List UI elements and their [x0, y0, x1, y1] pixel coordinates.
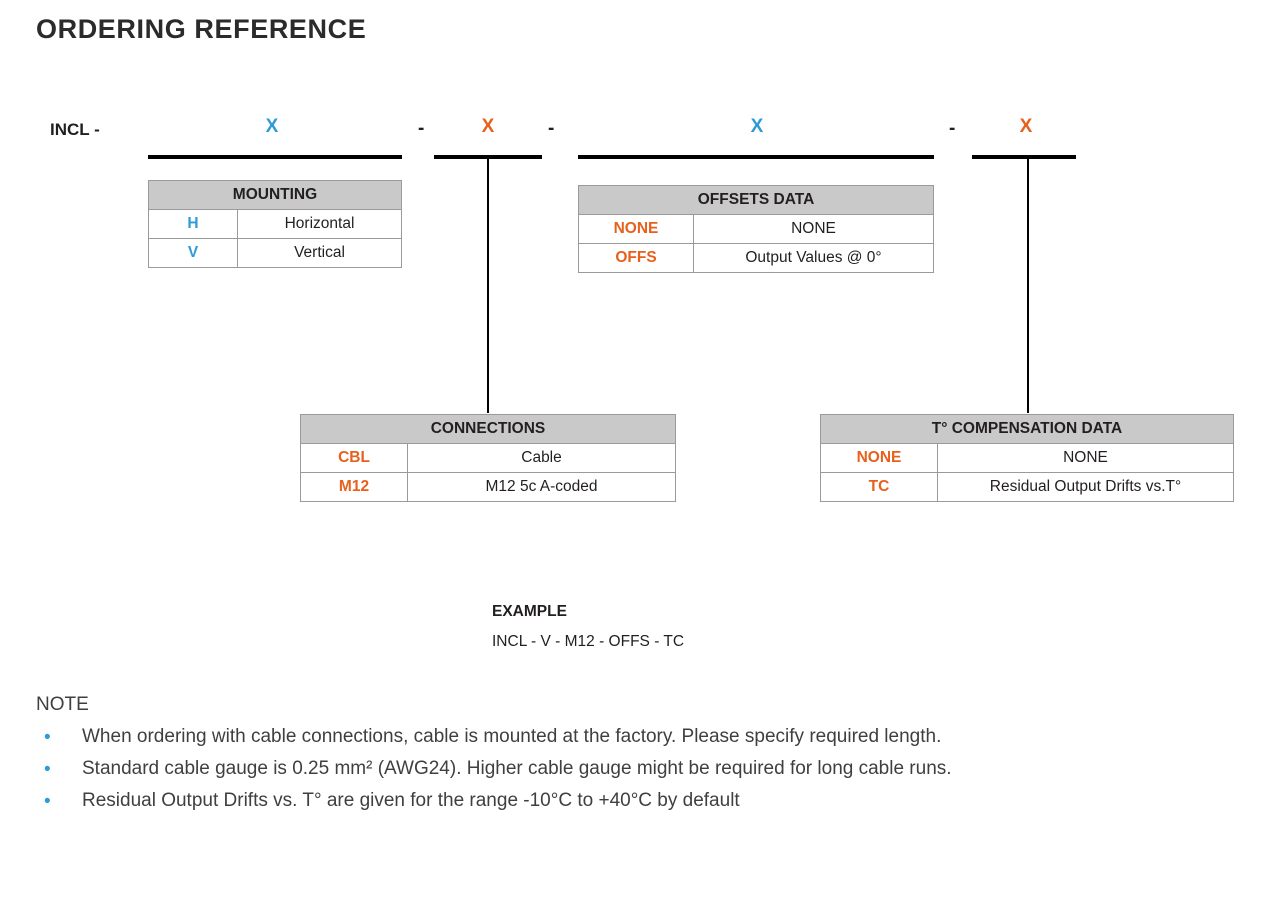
table-mounting-code-1: V: [149, 239, 238, 268]
note-text-0: When ordering with cable connections, cable is mounted at the factory. Please specify required length.: [82, 726, 942, 747]
table-offsets-desc-1: Output Values @ 0°: [694, 244, 934, 273]
table-mounting-desc-1: Vertical: [238, 239, 402, 268]
code-separator-2: -: [548, 118, 555, 139]
code-separator-1: -: [418, 118, 425, 139]
bullet-icon: •: [44, 759, 51, 781]
table-offsets-code-0: NONE: [579, 215, 694, 244]
table-offsets-code-1: OFFS: [579, 244, 694, 273]
table-compensation-desc-0: NONE: [938, 444, 1234, 473]
list-item: [36, 724, 1251, 749]
code-prefix: INCL -: [50, 120, 100, 139]
list-item: [36, 788, 1251, 813]
table-row: [821, 444, 1234, 473]
table-mounting: [148, 180, 402, 268]
table-mounting-header: MOUNTING: [149, 181, 402, 210]
table-connections-header: CONNECTIONS: [301, 415, 676, 444]
table-compensation-code-1: TC: [821, 473, 938, 502]
note-list: [36, 724, 1251, 820]
table-connections-desc-1: M12 5c A-coded: [408, 473, 676, 502]
note-text-2: Residual Output Drifts vs. T° are given for the range -10°C to +40°C by default: [82, 790, 740, 812]
code-placeholder-offsets: X: [750, 116, 764, 137]
table-connections-code-1: M12: [301, 473, 408, 502]
table-compensation: [820, 414, 1234, 502]
leader-line-compensation: [1027, 157, 1029, 413]
table-row: [149, 210, 402, 239]
table-compensation-header: T° COMPENSATION DATA: [821, 415, 1234, 444]
table-mounting-desc-0: Horizontal: [238, 210, 402, 239]
table-row: [149, 239, 402, 268]
code-placeholder-mounting: X: [265, 116, 279, 137]
leader-line-connections: [487, 157, 489, 413]
example-title: EXAMPLE: [492, 603, 567, 620]
table-offsets-header: OFFSETS DATA: [579, 186, 934, 215]
table-mounting-code-0: H: [149, 210, 238, 239]
table-compensation-desc-1: Residual Output Drifts vs.T°: [938, 473, 1234, 502]
leader-bar-compensation: [972, 155, 1076, 159]
bullet-icon: •: [44, 727, 51, 748]
table-row: [821, 473, 1234, 502]
page-title: ORDERING REFERENCE: [36, 14, 367, 44]
list-item: [36, 756, 1251, 781]
table-row: [579, 215, 934, 244]
leader-bar-mounting: [148, 155, 402, 159]
example-code: INCL - V - M12 - OFFS - TC: [492, 633, 685, 650]
note-text-1: Standard cable gauge is 0.25 mm² (AWG24). Higher cable gauge might be required for long cable runs.: [82, 758, 952, 780]
leader-bar-offsets: [578, 155, 934, 159]
bullet-icon: •: [44, 791, 51, 813]
code-placeholder-compensation: X: [1019, 116, 1033, 137]
table-offsets-desc-0: NONE: [694, 215, 934, 244]
table-connections-code-0: CBL: [301, 444, 408, 473]
table-row: [301, 473, 676, 502]
table-row: [579, 244, 934, 273]
table-offsets: [578, 185, 934, 273]
table-row: [301, 444, 676, 473]
table-compensation-code-0: NONE: [821, 444, 938, 473]
code-placeholder-connections: X: [481, 116, 495, 137]
table-connections-desc-0: Cable: [408, 444, 676, 473]
note-label: NOTE: [36, 694, 89, 715]
code-separator-3: -: [949, 118, 956, 139]
table-connections: [300, 414, 676, 502]
